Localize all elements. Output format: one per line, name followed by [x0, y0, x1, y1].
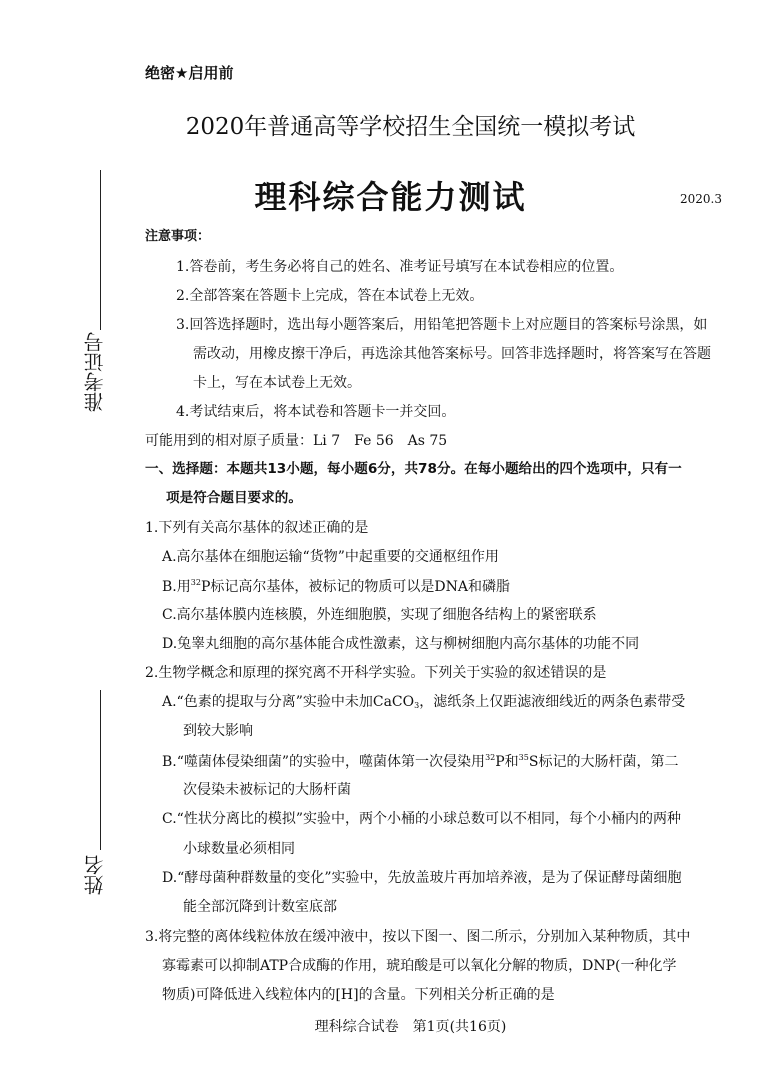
- note-item: 4.考试结束后，将本试卷和答题卡一并交回。: [176, 404, 456, 420]
- section-heading-cont: 项是符合题目要求的。: [166, 490, 302, 506]
- option-text: B.“噬菌体侵染细菌”的实验中，噬菌体第一次侵染用: [162, 754, 486, 770]
- note-item: 卡上，写在本试卷上无效。: [193, 375, 361, 391]
- question-2-stem: 2.生物学概念和原理的探究离不开科学实验。下列关于实验的叙述错误的是: [145, 665, 607, 681]
- note-item: 2.全部答案在答题卡上完成，答在本试卷上无效。: [176, 288, 484, 304]
- option-text: A.“色素的提取与分离”实验中未加CaCO: [162, 694, 415, 710]
- note-item: 1.答卷前，考生务必将自己的姓名、准考证号填写在本试卷相应的位置。: [176, 259, 624, 275]
- question-2-option-c: C.“性状分离比的模拟”实验中，两个小桶的小球总数可以不相同，每个小桶内的两种: [162, 811, 681, 827]
- isotope-number: 32: [190, 578, 201, 587]
- option-text: P和: [495, 754, 519, 770]
- atomic-mass-line: 可能用到的相对原子质量：Li 7 Fe 56 As 75: [145, 433, 448, 449]
- question-2-option-a-cont: 到较大影响: [183, 723, 253, 739]
- option-text: P标记高尔基体，被标记的物质可以是DNA和磷脂: [200, 579, 510, 595]
- page-footer: 理科综合试卷 第1页(共16页): [314, 1019, 507, 1035]
- question-1-option-a: A.高尔基体在细胞运输“货物”中起重要的交通枢纽作用: [162, 549, 499, 565]
- isotope-number: 35: [518, 753, 529, 762]
- exam-id-label: 准考证号: [83, 332, 107, 412]
- exam-id-write-line: [100, 170, 101, 330]
- note-item: 需改动，用橡皮擦干净后，再选涂其他答案标号。回答非选择题时，将答案写在答题: [193, 346, 711, 362]
- paper-title: 理科综合能力测试: [254, 178, 527, 216]
- question-2-option-c-cont: 小球数量必须相同: [183, 841, 295, 857]
- name-label: 姓名: [83, 855, 107, 895]
- question-2-option-b: [162, 754, 678, 769]
- question-1-stem: 1.下列有关高尔基体的叙述正确的是: [145, 520, 369, 536]
- confidential-label: 绝密★启用前: [145, 64, 234, 82]
- option-text: ，滤纸条上仅距滤液细线近的两条色素带受: [419, 694, 686, 710]
- note-item: 3.回答选择题时，选出每小题答案后，用铅笔把答题卡上对应题目的答案标号涂黑，如: [176, 317, 708, 333]
- formula-subscript: 3: [414, 701, 420, 710]
- question-1-option-b: [162, 579, 510, 594]
- question-1-option-d: D.兔睾丸细胞的高尔基体能合成性激素，这与柳树细胞内高尔基体的功能不同: [162, 636, 640, 652]
- question-3-stem-cont: 寡霉素可以抑制ATP合成酶的作用，琥珀酸是可以氧化分解的物质，DNP(一种化学: [162, 958, 677, 974]
- notes-heading: 注意事项：: [145, 229, 211, 244]
- question-2-option-a: [162, 695, 685, 710]
- exam-title: 2020年普通高等学校招生全国统一模拟考试: [185, 114, 636, 140]
- question-2-option-d-cont: 能全部沉降到计数室底部: [183, 899, 337, 915]
- option-text: B.用: [162, 579, 191, 595]
- isotope-number: 32: [485, 753, 496, 762]
- question-2-option-b-cont: 次侵染未被标记的大肠杆菌: [183, 782, 351, 798]
- question-3-stem: 3.将完整的离体线粒体放在缓冲液中，按以下图一、图二所示，分别加入某种物质，其中: [145, 929, 691, 945]
- name-write-line: [100, 690, 101, 850]
- section-heading: 一、选择题：本题共13小题，每小题6分，共78分。在每小题给出的四个选项中，只有一: [145, 461, 682, 477]
- question-1-option-c: C.高尔基体膜内连核膜，外连细胞膜，实现了细胞各结构上的紧密联系: [162, 607, 597, 623]
- question-2-option-d: D.“酵母菌种群数量的变化”实验中，先放盖玻片再加培养液，是为了保证酵母菌细胞: [162, 870, 682, 886]
- exam-date: 2020.3: [680, 192, 722, 206]
- question-3-stem-cont: 物质)可降低进入线粒体内的[H]的含量。下列相关分析正确的是: [162, 987, 555, 1003]
- option-text: S标记的大肠杆菌，第二: [528, 754, 679, 770]
